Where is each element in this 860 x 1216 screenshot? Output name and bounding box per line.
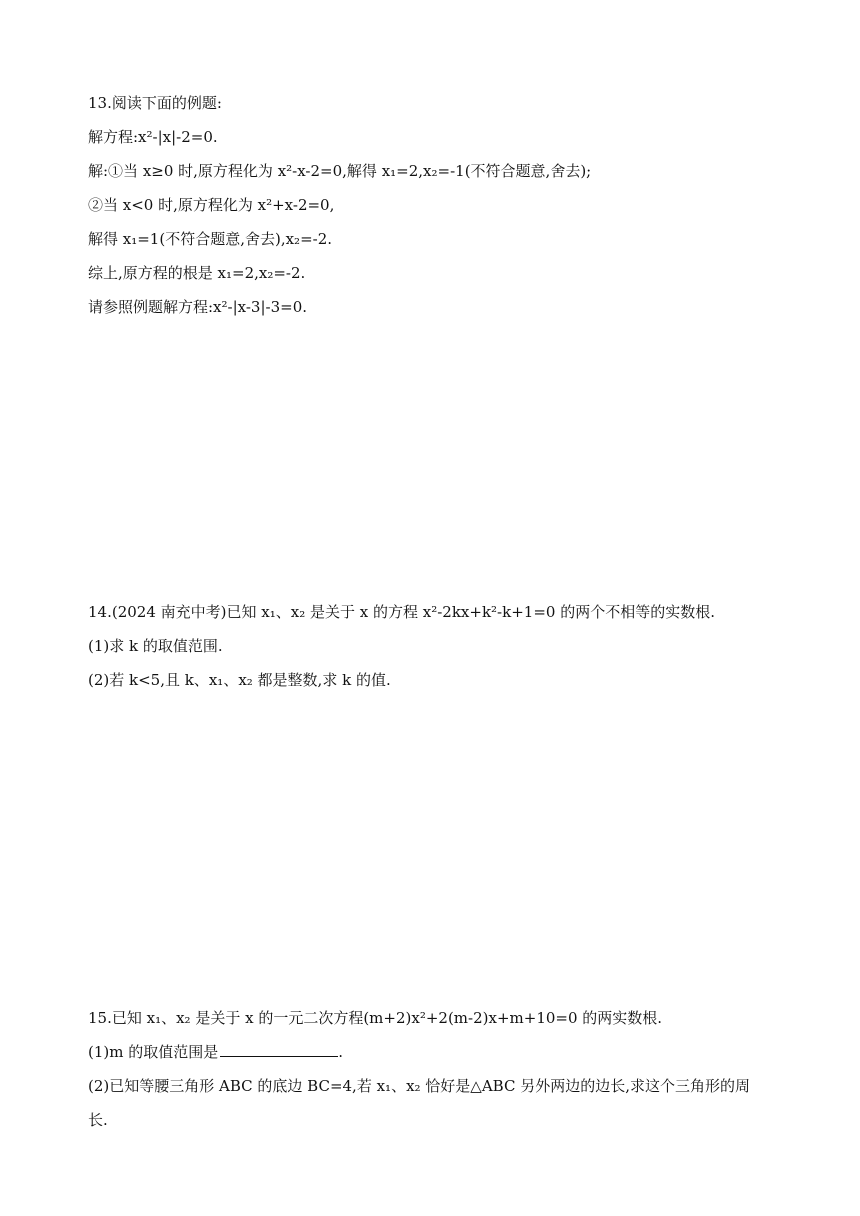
- q15-part1: [88, 1042, 343, 1062]
- answer-blank[interactable]: [220, 1042, 338, 1057]
- q13-title: 13.阅读下面的例题:: [88, 94, 222, 112]
- q13-case2: ②当 x<0 时,原方程化为 x²+x-2=0,: [88, 196, 335, 214]
- q15-part1-period: .: [338, 1043, 344, 1061]
- q13-task: 请参照例题解方程:x²-|x-3|-3=0.: [88, 298, 308, 316]
- q13-case2-solution: 解得 x₁=1(不符合题意,舍去),x₂=-2.: [88, 230, 333, 248]
- q13-conclusion: 综上,原方程的根是 x₁=2,x₂=-2.: [88, 264, 306, 282]
- q15-part1-text: (1)m 的取值范围是: [88, 1043, 219, 1061]
- q15-part2: (2)已知等腰三角形 ABC 的底边 BC=4,若 x₁、x₂ 恰好是△ABC 另外两边的边长,求这个三角形的周: [88, 1077, 750, 1095]
- q15-part2-continuation: 长.: [88, 1111, 108, 1129]
- q14-part1: (1)求 k 的取值范围.: [88, 637, 223, 655]
- q15-title: 15.已知 x₁、x₂ 是关于 x 的一元二次方程(m+2)x²+2(m-2)x+m+10=0 的两实数根.: [88, 1009, 663, 1027]
- q13-case1: 解:①当 x≥0 时,原方程化为 x²-x-2=0,解得 x₁=2,x₂=-1(不符合题意,舍去);: [88, 162, 592, 180]
- q14-title: 14.(2024 南充中考)已知 x₁、x₂ 是关于 x 的方程 x²-2kx+k²-k+1=0 的两个不相等的实数根.: [88, 603, 715, 621]
- q14-part2: (2)若 k<5,且 k、x₁、x₂ 都是整数,求 k 的值.: [88, 671, 391, 689]
- q13-equation: 解方程:x²-|x|-2=0.: [88, 128, 218, 146]
